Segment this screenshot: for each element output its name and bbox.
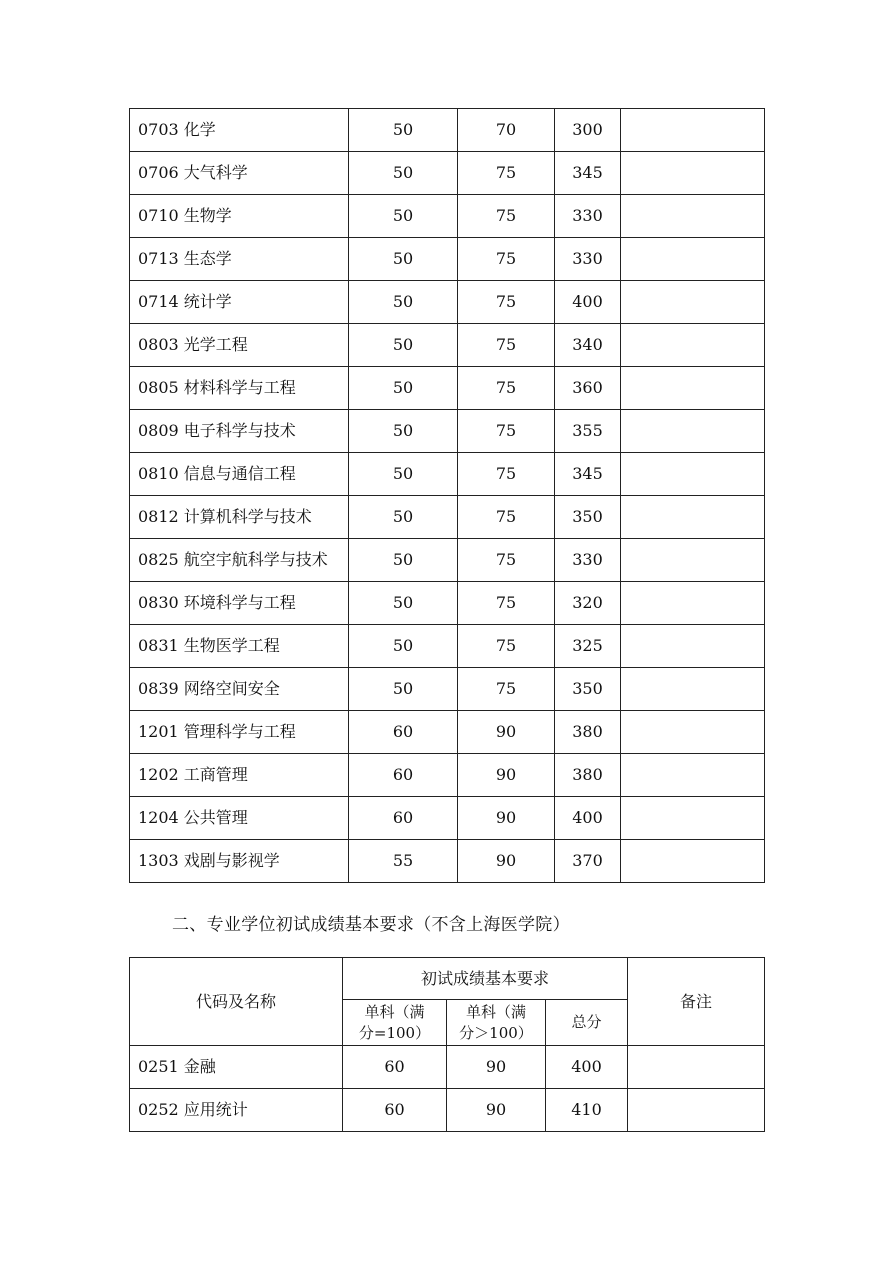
header-score-requirements: 初试成绩基本要求 bbox=[343, 958, 628, 1000]
professional-degree-score-table bbox=[129, 957, 765, 1132]
cell-total: 380 bbox=[555, 754, 621, 797]
cell-single-100: 50 bbox=[349, 625, 458, 668]
cell-total: 400 bbox=[546, 1046, 628, 1089]
cell-single-over-100: 90 bbox=[458, 840, 555, 883]
cell-single-100: 50 bbox=[349, 152, 458, 195]
cell-single-over-100: 75 bbox=[458, 410, 555, 453]
cell-code-name: 0812 计算机科学与技术 bbox=[130, 496, 349, 539]
cell-note bbox=[621, 324, 765, 367]
cell-single-over-100: 90 bbox=[447, 1089, 546, 1132]
cell-single-over-100: 75 bbox=[458, 582, 555, 625]
cell-code-name: 0251 金融 bbox=[130, 1046, 343, 1089]
table-row bbox=[130, 324, 765, 367]
cell-single-100: 50 bbox=[349, 668, 458, 711]
cell-code-name: 1303 戏剧与影视学 bbox=[130, 840, 349, 883]
cell-single-over-100: 75 bbox=[458, 539, 555, 582]
cell-note bbox=[621, 797, 765, 840]
cell-single-100: 60 bbox=[349, 711, 458, 754]
cell-total: 330 bbox=[555, 195, 621, 238]
cell-total: 355 bbox=[555, 410, 621, 453]
cell-single-over-100: 75 bbox=[458, 668, 555, 711]
cell-code-name: 0810 信息与通信工程 bbox=[130, 453, 349, 496]
professional-table-header bbox=[130, 958, 765, 1046]
cell-total: 350 bbox=[555, 668, 621, 711]
header-single-100-line1: 单科（满 bbox=[364, 1003, 425, 1022]
cell-single-100: 50 bbox=[349, 410, 458, 453]
cell-single-100: 60 bbox=[343, 1089, 447, 1132]
cell-code-name: 1201 管理科学与工程 bbox=[130, 711, 349, 754]
cell-code-name: 0710 生物学 bbox=[130, 195, 349, 238]
header-code-name: 代码及名称 bbox=[130, 958, 343, 1046]
cell-note bbox=[621, 281, 765, 324]
header-single-over-100-line2: 分＞100） bbox=[459, 1023, 533, 1042]
cell-code-name: 0713 生态学 bbox=[130, 238, 349, 281]
cell-single-100: 60 bbox=[343, 1046, 447, 1089]
academic-degree-score-table bbox=[129, 108, 765, 883]
cell-single-over-100: 75 bbox=[458, 496, 555, 539]
table-row bbox=[130, 797, 765, 840]
cell-code-name: 0809 电子科学与技术 bbox=[130, 410, 349, 453]
cell-single-over-100: 75 bbox=[458, 238, 555, 281]
cell-single-100: 60 bbox=[349, 797, 458, 840]
table-row bbox=[130, 668, 765, 711]
cell-total: 345 bbox=[555, 453, 621, 496]
table-row bbox=[130, 453, 765, 496]
cell-note bbox=[621, 582, 765, 625]
cell-total: 325 bbox=[555, 625, 621, 668]
cell-total: 340 bbox=[555, 324, 621, 367]
academic-table-body bbox=[130, 109, 765, 883]
cell-single-100: 50 bbox=[349, 238, 458, 281]
cell-code-name: 0803 光学工程 bbox=[130, 324, 349, 367]
cell-single-100: 60 bbox=[349, 754, 458, 797]
cell-code-name: 0831 生物医学工程 bbox=[130, 625, 349, 668]
cell-single-over-100: 90 bbox=[447, 1046, 546, 1089]
cell-single-100: 50 bbox=[349, 539, 458, 582]
cell-note bbox=[621, 410, 765, 453]
cell-code-name: 0830 环境科学与工程 bbox=[130, 582, 349, 625]
header-single-over-100-line1: 单科（满 bbox=[465, 1003, 526, 1022]
table-row bbox=[130, 496, 765, 539]
header-note: 备注 bbox=[628, 958, 765, 1046]
cell-note bbox=[628, 1046, 765, 1089]
header-total: 总分 bbox=[546, 1000, 628, 1046]
table-row bbox=[130, 582, 765, 625]
cell-single-over-100: 75 bbox=[458, 453, 555, 496]
cell-single-over-100: 90 bbox=[458, 754, 555, 797]
cell-note bbox=[621, 754, 765, 797]
cell-code-name: 0825 航空宇航科学与技术 bbox=[130, 539, 349, 582]
section-heading-professional-degree: 二、专业学位初试成绩基本要求（不含上海医学院） bbox=[172, 915, 570, 935]
cell-single-over-100: 90 bbox=[458, 711, 555, 754]
cell-total: 370 bbox=[555, 840, 621, 883]
table-row bbox=[130, 152, 765, 195]
cell-note bbox=[621, 453, 765, 496]
table-row bbox=[130, 625, 765, 668]
table-row bbox=[130, 195, 765, 238]
cell-single-over-100: 75 bbox=[458, 625, 555, 668]
table-row bbox=[130, 754, 765, 797]
cell-single-100: 50 bbox=[349, 496, 458, 539]
table-row bbox=[130, 238, 765, 281]
cell-single-over-100: 75 bbox=[458, 324, 555, 367]
cell-code-name: 0252 应用统计 bbox=[130, 1089, 343, 1132]
cell-note bbox=[621, 539, 765, 582]
cell-single-over-100: 75 bbox=[458, 367, 555, 410]
table-row bbox=[130, 109, 765, 152]
cell-note bbox=[621, 625, 765, 668]
cell-total: 330 bbox=[555, 539, 621, 582]
cell-total: 400 bbox=[555, 281, 621, 324]
cell-total: 300 bbox=[555, 109, 621, 152]
cell-total: 400 bbox=[555, 797, 621, 840]
cell-note bbox=[621, 367, 765, 410]
cell-code-name: 0839 网络空间安全 bbox=[130, 668, 349, 711]
cell-code-name: 0703 化学 bbox=[130, 109, 349, 152]
cell-note bbox=[621, 711, 765, 754]
cell-note bbox=[621, 152, 765, 195]
cell-total: 380 bbox=[555, 711, 621, 754]
cell-single-100: 50 bbox=[349, 324, 458, 367]
table-row bbox=[130, 367, 765, 410]
header-single-100 bbox=[343, 1000, 447, 1046]
cell-note bbox=[621, 496, 765, 539]
cell-code-name: 1202 工商管理 bbox=[130, 754, 349, 797]
header-row-top bbox=[130, 958, 765, 1000]
cell-code-name: 1204 公共管理 bbox=[130, 797, 349, 840]
cell-single-100: 50 bbox=[349, 367, 458, 410]
cell-single-100: 55 bbox=[349, 840, 458, 883]
table-row bbox=[130, 539, 765, 582]
cell-single-over-100: 90 bbox=[458, 797, 555, 840]
cell-total: 320 bbox=[555, 582, 621, 625]
cell-total: 330 bbox=[555, 238, 621, 281]
cell-total: 345 bbox=[555, 152, 621, 195]
cell-single-100: 50 bbox=[349, 453, 458, 496]
cell-single-100: 50 bbox=[349, 109, 458, 152]
table-row bbox=[130, 281, 765, 324]
cell-single-over-100: 75 bbox=[458, 195, 555, 238]
cell-total: 360 bbox=[555, 367, 621, 410]
cell-total: 410 bbox=[546, 1089, 628, 1132]
cell-note bbox=[621, 668, 765, 711]
table-row bbox=[130, 711, 765, 754]
cell-code-name: 0805 材料科学与工程 bbox=[130, 367, 349, 410]
table-row bbox=[130, 840, 765, 883]
header-single-100-line2: 分=100） bbox=[358, 1023, 431, 1042]
header-single-over-100 bbox=[447, 1000, 546, 1046]
cell-single-over-100: 75 bbox=[458, 281, 555, 324]
professional-table-body bbox=[130, 1046, 765, 1132]
cell-single-100: 50 bbox=[349, 582, 458, 625]
cell-single-100: 50 bbox=[349, 281, 458, 324]
cell-total: 350 bbox=[555, 496, 621, 539]
cell-single-100: 50 bbox=[349, 195, 458, 238]
table-row bbox=[130, 1046, 765, 1089]
cell-single-over-100: 75 bbox=[458, 152, 555, 195]
table-row bbox=[130, 1089, 765, 1132]
cell-note bbox=[621, 840, 765, 883]
table-row bbox=[130, 410, 765, 453]
cell-note bbox=[621, 109, 765, 152]
cell-code-name: 0706 大气科学 bbox=[130, 152, 349, 195]
cell-single-over-100: 70 bbox=[458, 109, 555, 152]
cell-code-name: 0714 统计学 bbox=[130, 281, 349, 324]
cell-note bbox=[621, 195, 765, 238]
cell-note bbox=[621, 238, 765, 281]
cell-note bbox=[628, 1089, 765, 1132]
